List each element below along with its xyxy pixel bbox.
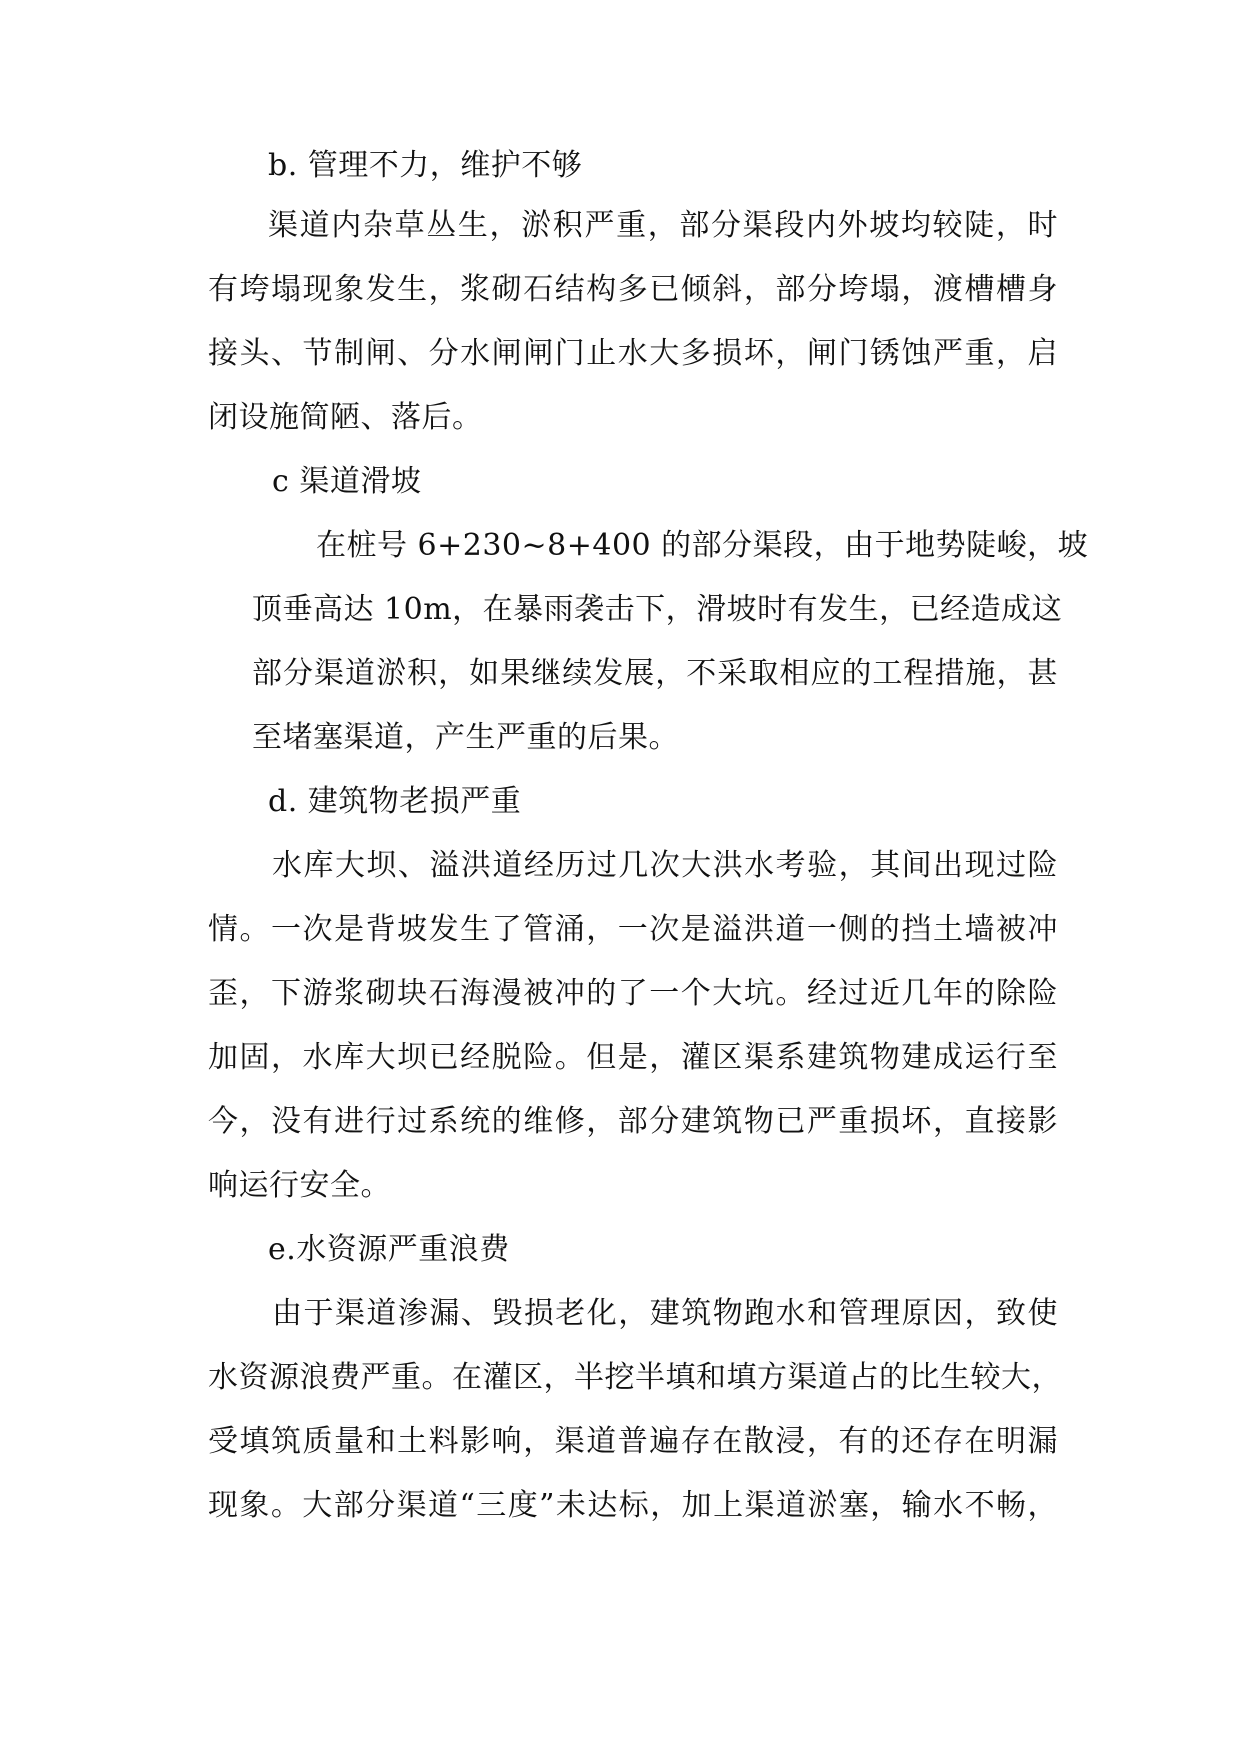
- section-heading-e: e.水资源严重浪费: [268, 1232, 510, 1267]
- paragraph-line: 响运行安全。: [208, 1168, 391, 1203]
- section-heading-c: c 渠道滑坡: [272, 464, 422, 499]
- paragraph-line: 受填筑质量和土料影响，渠道普遍存在散浸，有的还存在明漏: [208, 1424, 1058, 1459]
- paragraph-line: 有垮塌现象发生，浆砌石结构多已倾斜，部分垮塌，渡槽槽身: [208, 272, 1058, 307]
- paragraph-line: 由于渠道渗漏、毁损老化，建筑物跑水和管理原因，致使: [272, 1296, 1058, 1331]
- paragraph-line: 情。一次是背坡发生了管涌，一次是溢洪道一侧的挡土墙被冲: [208, 912, 1058, 947]
- paragraph-line: 在桩号 6+230~8+400 的部分渠段，由于地势陡峻，坡: [316, 528, 1089, 563]
- paragraph-line: 加固，水库大坝已经脱险。但是，灌区渠系建筑物建成运行至: [208, 1040, 1058, 1075]
- paragraph-line: 水库大坝、溢洪道经历过几次大洪水考验，其间出现过险: [272, 848, 1058, 883]
- section-heading-b: b. 管理不力，维护不够: [268, 148, 583, 183]
- paragraph-line: 现象。大部分渠道“三度”未达标，加上渠道淤塞，输水不畅，: [208, 1488, 1058, 1523]
- paragraph-line: 部分渠道淤积，如果继续发展，不采取相应的工程措施，甚: [252, 656, 1058, 691]
- paragraph-line: 至堵塞渠道，产生严重的后果。: [252, 720, 679, 755]
- paragraph-line: 今，没有进行过系统的维修，部分建筑物已严重损坏，直接影: [208, 1104, 1058, 1139]
- paragraph-line: 水资源浪费严重。在灌区，半挖半填和填方渠道占的比生较大，: [208, 1360, 1062, 1395]
- paragraph-line: 顶垂高达 10m，在暴雨袭击下，滑坡时有发生，已经造成这: [252, 592, 1063, 627]
- paragraph-line: 闭设施简陋、落后。: [208, 400, 483, 435]
- paragraph-line: 歪，下游浆砌块石海漫被冲的了一个大坑。经过近几年的除险: [208, 976, 1058, 1011]
- paragraph-line: 渠道内杂草丛生，淤积严重，部分渠段内外坡均较陡，时: [268, 208, 1058, 243]
- paragraph-line: 接头、节制闸、分水闸闸门止水大多损坏，闸门锈蚀严重，启: [208, 336, 1058, 371]
- section-heading-d: d. 建筑物老损严重: [268, 784, 522, 819]
